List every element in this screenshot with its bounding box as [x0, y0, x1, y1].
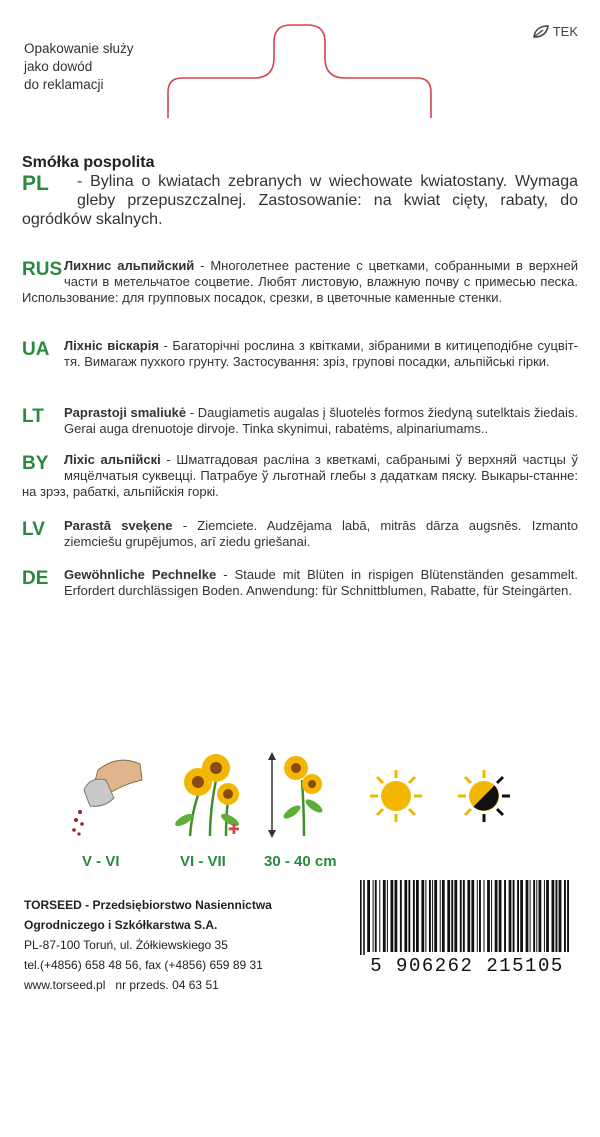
section-by: [22, 452, 578, 500]
brand-mark: [532, 24, 578, 39]
barcode-bar: [559, 880, 562, 952]
barcode-bar: [454, 880, 457, 952]
sowing-period: V - VI: [82, 853, 120, 870]
barcode-bar: [463, 880, 465, 952]
brand-text: TEK: [552, 24, 578, 39]
section-text: - Многолетнее растение с цветками, собранными в верхней части в метельчатое соцветие. Любят листовую, влажную почву с примесью песка. Использование: для групповых посадок, срезки, в цветочные каменные стенки.: [22, 258, 578, 305]
company-name: TORSEED - Przedsiębiorstwo Nasiennictwa: [24, 898, 272, 912]
section-text: - Daugiametis augalas į šluotelės formos žiedyną sutelktais žiedais. Gerai auga drenuotoje dirvoje. Tinka skynimui, rabatėms, alpinariumams..: [64, 405, 578, 436]
barcode-bar: [536, 880, 537, 952]
barcode-bar: [383, 880, 386, 952]
barcode-bar: [484, 880, 485, 952]
barcode-bar: [434, 880, 437, 952]
section-title: Smółka pospolita: [22, 154, 155, 171]
plant-height: 30 - 40 cm: [264, 853, 337, 870]
barcode-bar: [546, 880, 549, 952]
barcode-bar: [499, 880, 502, 952]
section-text: - Ziemciete. Audzējama labā, mitrās dārza augsnēs. Izmanto ziemciešu grupējumos, arī ziedu griešanai.: [64, 518, 578, 549]
lang-code: LT: [22, 406, 44, 427]
section-lv: [22, 518, 578, 550]
lang-code: RUS: [22, 259, 63, 280]
barcode-bar: [379, 880, 380, 952]
barcode-bar: [520, 880, 523, 952]
barcode-bar: [391, 880, 394, 952]
complaint-note: Opakowanie służy jako dowód do reklamacji: [24, 41, 134, 92]
barcode-bar: [556, 880, 558, 952]
section-text: - Шматгадовая расліна з кветкамі, сабранымі ў верхняй частцы ў мяцёлчатыя суквецці. Патрабуе ў льготнай глебы з дадаткам пяску. Выкары-станне: на зрэз, рабаткі, альпійскія горкі.: [22, 452, 578, 499]
barcode-bar: [404, 880, 407, 952]
barcode-bar: [467, 880, 470, 952]
barcode-bar: [526, 880, 529, 952]
section-pl: [22, 153, 578, 229]
sowing-hand-icon: [68, 750, 144, 840]
barcode-bar: [513, 880, 515, 952]
company-reg-number: nr przeds. 04 63 51: [115, 978, 219, 992]
section-lt: [22, 405, 578, 437]
company-website: www.torseed.pl: [24, 978, 106, 992]
section-title: Gewöhnliche Pechnelke: [64, 567, 217, 582]
hanger-hole-outline: [166, 22, 433, 120]
section-rus: [22, 258, 578, 306]
barcode-bar: [416, 880, 419, 952]
barcode-bar: [552, 880, 555, 952]
section-ua: [22, 338, 578, 370]
barcode-bar: [530, 880, 531, 952]
full-sun-icon: [368, 768, 424, 824]
section-title: Ліхіс альпійскі: [64, 452, 161, 467]
barcode-bar: [495, 880, 498, 952]
company-name-2: Ogrodniczego i Szkółkarstwa S.A.: [24, 918, 218, 932]
flowering-icon: [170, 750, 244, 840]
flowering-period: VI - VII: [180, 853, 226, 870]
company-info: [24, 895, 272, 995]
barcode-bar: [363, 880, 365, 960]
lang-code: PL: [22, 172, 49, 195]
barcode-bar: [544, 880, 545, 952]
barcode-bar: [442, 880, 445, 952]
lang-code: UA: [22, 339, 50, 360]
barcode-bar: [447, 880, 450, 952]
section-text: - Багаторічні рослина з квітками, зібраними в китицеподібне суцвіт-тя. Вимагаж пухкого грунту. Застосування: зріз, групові посадки, альпійські гірки.: [64, 338, 578, 369]
company-phone: tel.(+4856) 658 48 56, fax (+4856) 659 89 31: [24, 958, 263, 972]
barcode-bar: [567, 880, 569, 952]
barcode-bar: [533, 880, 535, 952]
barcode: [356, 880, 578, 962]
barcode-bar: [460, 880, 462, 952]
barcode-bar: [509, 880, 512, 952]
barcode-bar: [504, 880, 506, 952]
section-title: Paprastoji smaliukė: [64, 405, 187, 420]
barcode-bar: [432, 880, 433, 952]
barcode-bar: [395, 880, 398, 952]
plant-height-icon: [266, 750, 330, 840]
barcode-bar: [477, 880, 478, 952]
barcode-number: 5 906262 215105: [356, 955, 578, 977]
barcode-bar: [429, 880, 431, 952]
partial-shade-icon: [456, 768, 512, 824]
barcode-bar: [375, 880, 377, 952]
barcode-bar: [491, 880, 492, 952]
barcode-bar: [387, 880, 388, 952]
barcode-bar: [421, 880, 424, 952]
section-de: [22, 567, 578, 599]
barcode-bar: [373, 880, 374, 952]
svg-text:✚: ✚: [228, 822, 240, 838]
barcode-bar: [517, 880, 519, 952]
lang-code: DE: [22, 568, 49, 589]
barcode-bar: [360, 880, 362, 960]
barcode-bar: [539, 880, 542, 952]
section-text: - Staude mit Blüten in rispigen Blütenständen gesammelt. Erfordert durchlässigen Boden. Anwendung: für Schnittblumen, Rabatte, für Steingärten.: [64, 567, 579, 598]
lang-code: BY: [22, 453, 49, 474]
barcode-bar: [367, 880, 370, 952]
barcode-bar: [564, 880, 566, 952]
barcode-bar: [440, 880, 441, 952]
barcode-bar: [479, 880, 481, 952]
lang-code: LV: [22, 519, 45, 540]
leaf-logo-icon: [532, 25, 550, 39]
barcode-bar: [408, 880, 410, 952]
barcode-bar: [413, 880, 415, 952]
barcode-bar: [451, 880, 453, 952]
section-title: Ліхніс віскарія: [64, 338, 159, 353]
barcode-bar: [471, 880, 474, 952]
section-title: Parastā sveķene: [64, 518, 173, 533]
barcode-bar: [487, 880, 490, 952]
company-address: PL-87-100 Toruń, ul. Żółkiewskiego 35: [24, 938, 228, 952]
barcode-bar: [400, 880, 402, 952]
section-title: Лихнис альпийский: [64, 258, 195, 273]
section-text: - Bylina o kwiatach zebranych w wiechowate kwiatostany. Wymaga gleby przepuszczalnej. Zastosowanie: na kwiat cięty, rabaty, do ogródków skalnych.: [22, 173, 578, 228]
barcode-bar: [425, 880, 426, 952]
